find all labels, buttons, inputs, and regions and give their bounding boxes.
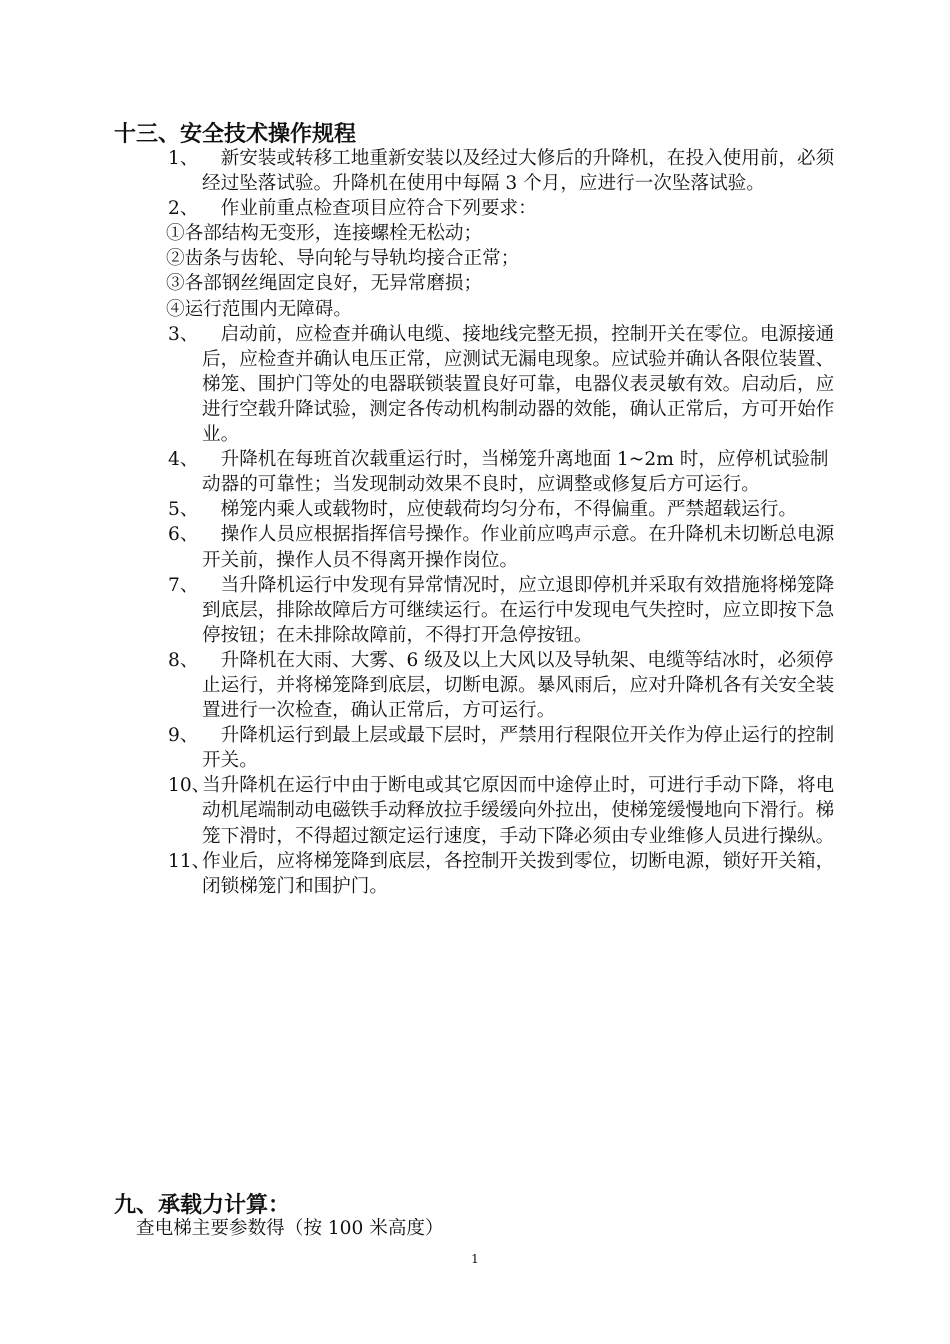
item-text: 操作人员应根据指挥信号操作。作业前应鸣声示意。在升降机未切断总电源开关前，操作人员不得离开操作岗位。 <box>202 524 835 571</box>
list-item <box>0 849 950 899</box>
section-heading: 十三、安全技术操作规程 <box>114 122 357 147</box>
list-item <box>0 447 950 497</box>
item-text: 作业前重点检查项目应符合下列要求： <box>202 198 537 220</box>
list-item <box>0 573 950 648</box>
page-number: 1 <box>471 1252 479 1266</box>
item-number: 7、 <box>168 574 199 596</box>
section-heading: 九、承载力计算： <box>114 1193 291 1218</box>
list-item <box>0 146 950 196</box>
item-number: 2、 <box>168 198 199 220</box>
item-number: 1、 <box>168 148 199 169</box>
list-item <box>0 773 950 848</box>
item-number: 5、 <box>168 499 199 521</box>
item-text: 新安装或转移工地重新安装以及经过大修后的升降机，在投入使用前，必须经过坠落试验。升降机在使用中每隔 3 个月，应进行一次坠落试验。 <box>202 148 835 195</box>
section-body <box>0 146 950 899</box>
item-text: 当升降机运行中发现有异常情况时，应立退即停机并采取有效措施将梯笼降到底层，排除故障后方可继续运行。在运行中发现电气失控时，应立即按下急停按钮；在未排除故障前，不得打开急停按钮。 <box>202 574 835 646</box>
sub-item: ①各部结构无变形，连接螺栓无松动； <box>166 223 483 245</box>
sub-item: ④运行范围内无障碍。 <box>166 298 352 320</box>
item-number: 10、 <box>168 775 211 797</box>
item-number: 11、 <box>168 850 211 872</box>
sub-item: ②齿条与齿轮、导向轮与导轨均接合正常； <box>166 248 520 270</box>
list-item <box>0 723 950 773</box>
item-text: 升降机运行到最上层或最下层时，严禁用行程限位开关作为停止运行的控制开关。 <box>202 725 835 772</box>
list-item <box>0 648 950 723</box>
list-item <box>0 196 950 221</box>
list-item <box>0 522 950 572</box>
item-number: 4、 <box>168 449 199 471</box>
item-text: 启动前，应检查并确认电缆、接地线完整无损，控制开关在零位。电源接通后，应检查并确认电压正常，应测试无漏电现象。应试验并确认各限位装置、梯笼、围护门等处的电器联锁装置良好可靠，电器仪表灵敏有效。启动后，应进行空载升降试验，测定各传动机构制动器的效能，确认正常后，方可开始作业。 <box>202 323 835 446</box>
item-text: 升降机在大雨、大雾、6 级及以上大风以及导轨架、电缆等结冰时，必须停止运行，并将梯笼降到底层，切断电源。暴风雨后，应对升降机各有关安全装置进行一次检查，确认正常后，方可运行。 <box>202 649 835 722</box>
item-number: 3、 <box>168 323 199 345</box>
list-item <box>0 322 950 447</box>
item-text: 升降机在每班首次载重运行时，当梯笼升离地面 1~2m 时，应停机试验制动器的可靠性；当发现制动效果不良时，应调整或修复后方可运行。 <box>202 449 829 496</box>
item-text: 作业后，应将梯笼降到底层，各控制开关拨到零位，切断电源，锁好开关箱，闭锁梯笼门和围护门。 <box>202 850 835 897</box>
paragraph: 查电梯主要参数得（按 100 米高度） <box>136 1218 444 1239</box>
item-number: 6、 <box>168 524 199 546</box>
item-number: 8、 <box>168 649 199 671</box>
sub-item: ③各部钢丝绳固定良好，无异常磨损； <box>166 273 483 295</box>
item-text: 梯笼内乘人或载物时，应使载荷均匀分布，不得偏重。严禁超载运行。 <box>202 499 798 521</box>
list-item <box>0 497 950 522</box>
item-text: 当升降机在运行中由于断电或其它原因而中途停止时，可进行手动下降，将电动机尾端制动电磁铁手动释放拉手缓缓向外拉出，使梯笼缓慢地向下滑行。梯笼下滑时，不得超过额定运行速度，手动下降必须由专业维修人员进行操纵。 <box>202 775 835 847</box>
item-number: 9、 <box>168 725 199 747</box>
